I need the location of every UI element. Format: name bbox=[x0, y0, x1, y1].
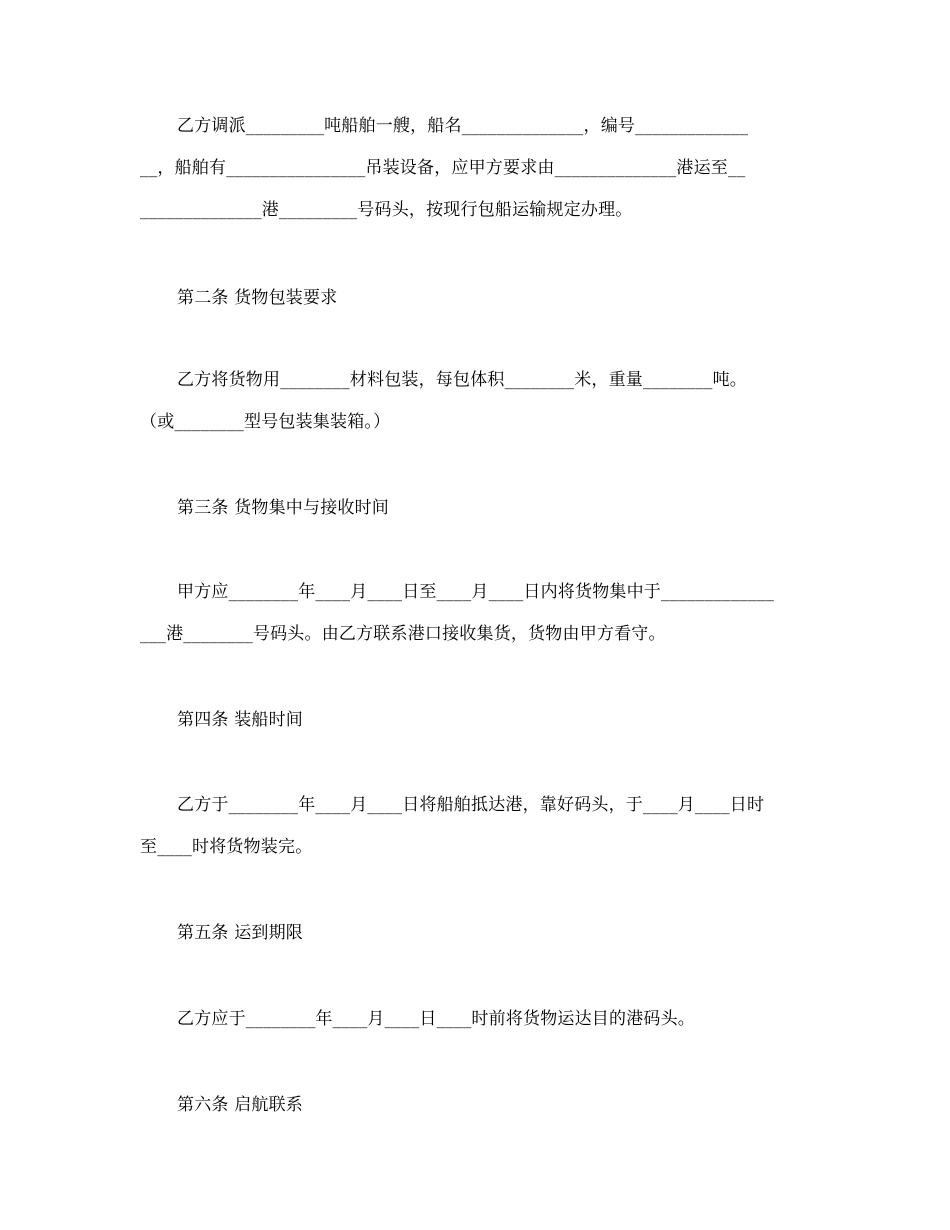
clause-3-line-2: ___港________号码头。由乙方联系港口接收集货，货物由甲方看守。 bbox=[140, 624, 666, 644]
heading-article-2: 第二条 货物包装要求 bbox=[177, 288, 338, 308]
heading-article-4: 第四条 装船时间 bbox=[177, 710, 304, 730]
heading-article-5: 第五条 运到期限 bbox=[177, 923, 304, 943]
clause-1-line-1: 乙方调派_________吨船舶一艘，船名______________，编号_____________ bbox=[177, 116, 749, 136]
clause-1-line-3: ______________港_________号码头，按现行包船运输规定办理。 bbox=[140, 200, 633, 220]
heading-article-6: 第六条 启航联系 bbox=[177, 1095, 304, 1115]
clause-3-line-1: 甲方应________年____月____日至____月____日内将货物集中于_____________ bbox=[177, 582, 775, 602]
clause-4-line-1: 乙方于________年____月____日将船舶抵达港，靠好码头，于____月____日时 bbox=[177, 795, 765, 815]
heading-article-3: 第三条 货物集中与接收时间 bbox=[177, 498, 390, 518]
clause-1-line-2: __，船舶有________________吊装设备，应甲方要求由______________港运至__ bbox=[140, 158, 746, 178]
clause-4-line-2: 至____时将货物装完。 bbox=[140, 837, 313, 857]
clause-5-line-1: 乙方应于________年____月____日____时前将货物运达目的港码头。 bbox=[177, 1009, 695, 1029]
clause-2-line-2: （或________型号包装集装箱。） bbox=[140, 412, 391, 432]
clause-2-line-1: 乙方将货物用________材料包装，每包体积________米，重量________吨。 bbox=[177, 370, 747, 390]
